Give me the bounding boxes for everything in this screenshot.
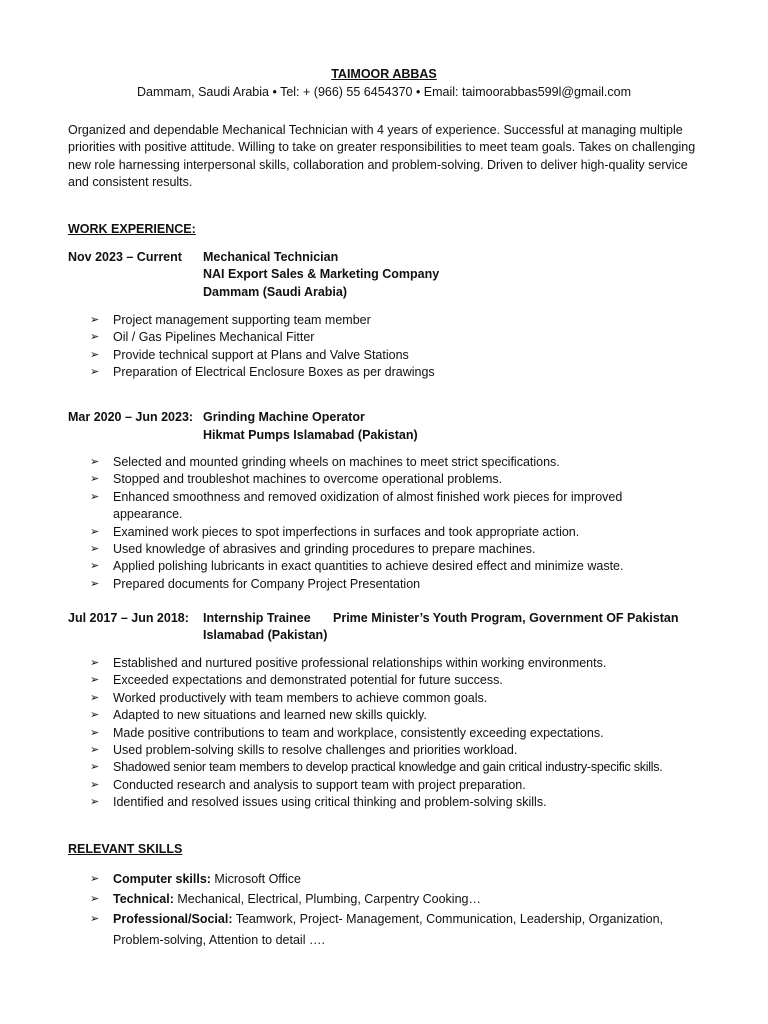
job-2-title: Grinding Machine Operator [203, 410, 365, 424]
arrow-bullet-icon: ➢ [90, 726, 100, 739]
job-1-location: Dammam (Saudi Arabia) [203, 285, 348, 299]
list-item: ➢ Used knowledge of abrasives and grinding procedures to prepare machines. [90, 541, 710, 558]
job-2-duties [90, 454, 710, 593]
list-item: ➢ Adapted to new situations and learned new skills quickly. [90, 707, 710, 724]
list-item: ➢ Enhanced smoothness and removed oxidization of almost finished work pieces for improved appearance. [90, 489, 623, 522]
job-3-date: Jul 2017 – Jun 2018: [68, 611, 189, 625]
list-item: ➢ Shadowed senior team members to develop practical knowledge and gain critical industry-specific skills. [90, 759, 710, 776]
arrow-bullet-icon: ➢ [90, 348, 100, 361]
arrow-bullet-icon: ➢ [90, 525, 100, 538]
list-item: ➢ Project management supporting team member [90, 312, 710, 329]
list-item: ➢ Provide technical support at Plans and Valve Stations [90, 347, 710, 364]
job-3-company: Prime Minister’s Youth Program, Government OF Pakistan [333, 611, 679, 625]
work-experience-heading: WORK EXPERIENCE: [68, 222, 196, 236]
list-item: ➢ Applied polishing lubricants in exact quantities to achieve desired effect and minimize waste. [90, 558, 710, 575]
arrow-bullet-icon: ➢ [90, 691, 100, 704]
arrow-bullet-icon: ➢ [90, 796, 100, 809]
arrow-bullet-icon: ➢ [90, 657, 100, 669]
list-item: ➢ Computer skills: Microsoft Office [90, 869, 710, 889]
job-1-title: Mechanical Technician [203, 250, 339, 264]
list-item: ➢ Established and nurtured positive professional relationships within working environments. [90, 655, 710, 672]
list-item: ➢ Selected and mounted grinding wheels on machines to meet strict specifications. [90, 454, 710, 471]
arrow-bullet-icon: ➢ [90, 674, 100, 687]
arrow-bullet-icon: ➢ [90, 366, 100, 379]
list-item: ➢ Used problem-solving skills to resolve challenges and priorities workload. [90, 742, 710, 759]
arrow-bullet-icon: ➢ [90, 490, 100, 503]
job-3-title: Internship Trainee [203, 611, 311, 625]
job-2-company: Hikmat Pumps Islamabad (Pakistan) [203, 428, 418, 442]
arrow-bullet-icon: ➢ [90, 560, 100, 573]
list-item: ➢ Oil / Gas Pipelines Mechanical Fitter [90, 329, 710, 346]
skills-list [90, 869, 710, 951]
list-item: ➢ Identified and resolved issues using critical thinking and problem-solving skills. [90, 794, 710, 811]
list-item: ➢ Professional/Social: Teamwork, Project- Management, Communication, Leadership, Organization, Problem-solving, Attention to detail …. [90, 909, 688, 951]
arrow-bullet-icon: ➢ [90, 456, 100, 468]
candidate-name: TAIMOOR ABBAS [331, 67, 437, 81]
arrow-bullet-icon: ➢ [90, 778, 100, 791]
arrow-bullet-icon: ➢ [90, 761, 99, 774]
job-1-date: Nov 2023 – Current [68, 250, 182, 264]
relevant-skills-heading: RELEVANT SKILLS [68, 842, 183, 856]
arrow-bullet-icon: ➢ [90, 873, 100, 885]
job-3-duties [90, 655, 710, 812]
list-item: ➢ Made positive contributions to team and workplace, consistently exceeding expectations. [90, 725, 710, 742]
job-1-company: NAI Export Sales & Marketing Company [203, 267, 440, 281]
arrow-bullet-icon: ➢ [90, 913, 100, 925]
job-2-date: Mar 2020 – Jun 2023: [68, 410, 194, 424]
job-1-duties [90, 312, 710, 382]
arrow-bullet-icon: ➢ [90, 331, 100, 344]
arrow-bullet-icon: ➢ [90, 314, 100, 326]
list-item: ➢ Exceeded expectations and demonstrated potential for future success. [90, 672, 710, 689]
profile-summary: Organized and dependable Mechanical Technician with 4 years of experience. Successful at managing multiple priorities with positive attitude. Willing to take on greater responsibilities to meet team goals. Takes on challenging new role harnessing interpersonal skills, collaboration and problem-solving. Driven to deliver high-quality service and consistent results. [68, 123, 696, 190]
list-item: ➢ Examined work pieces to spot imperfections in surfaces and took appropriate action. [90, 524, 710, 541]
contact-line: Dammam, Saudi Arabia • Tel: + (966) 55 6454370 • Email: taimoorabbas599l@gmail.com [136, 85, 632, 99]
list-item: ➢ Prepared documents for Company Project Presentation [90, 576, 710, 593]
list-item: ➢ Preparation of Electrical Enclosure Boxes as per drawings [90, 364, 710, 381]
arrow-bullet-icon: ➢ [90, 543, 100, 556]
arrow-bullet-icon: ➢ [90, 893, 100, 905]
list-item: ➢ Stopped and troubleshot machines to overcome operational problems. [90, 471, 710, 488]
arrow-bullet-icon: ➢ [90, 577, 100, 590]
list-item: ➢ Technical: Mechanical, Electrical, Plumbing, Carpentry Cooking… [90, 889, 710, 909]
arrow-bullet-icon: ➢ [90, 709, 100, 722]
job-3-location: Islamabad (Pakistan) [203, 628, 328, 642]
arrow-bullet-icon: ➢ [90, 473, 100, 486]
arrow-bullet-icon: ➢ [90, 744, 100, 757]
list-item: ➢ Conducted research and analysis to support team with project preparation. [90, 777, 710, 794]
list-item: ➢ Worked productively with team members to achieve common goals. [90, 690, 710, 707]
